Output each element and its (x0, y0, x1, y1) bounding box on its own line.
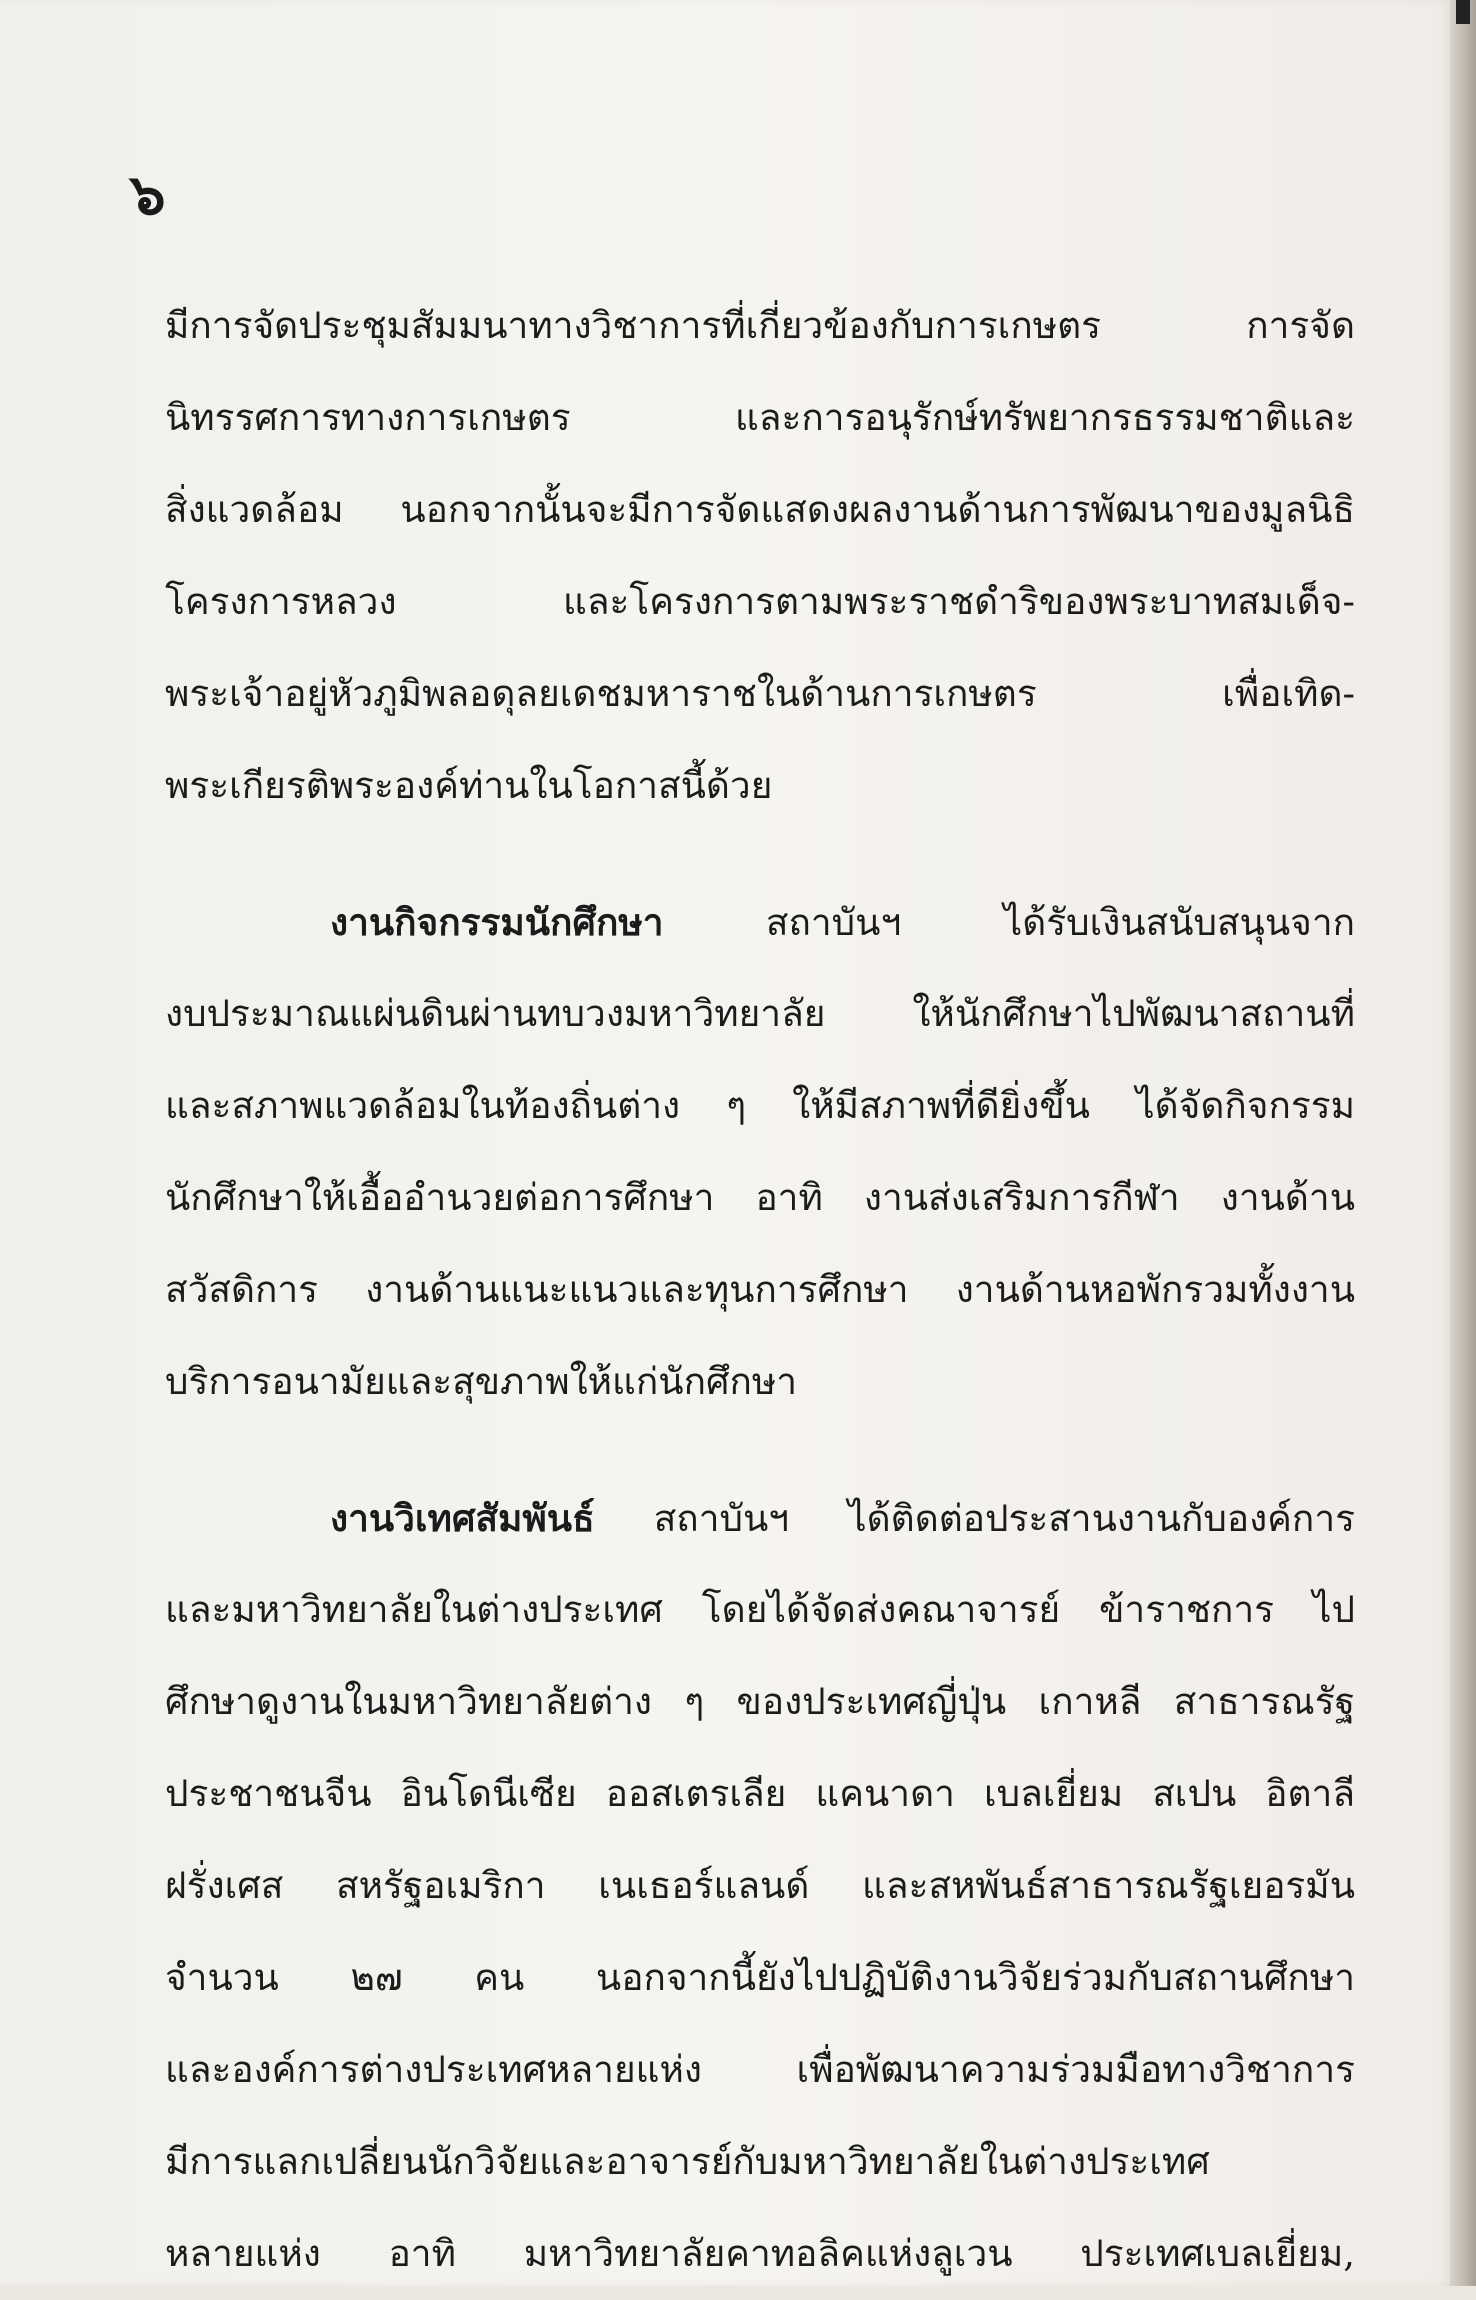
text-line: มีการแลกเปลี่ยนนักวิจัยและอาจารย์กับมหาวิทยาลัยในต่างประเทศ (165, 2140, 1210, 2183)
book-spine-edge (1450, 0, 1476, 2286)
text-line: และมหาวิทยาลัยในต่างประเทศ โดยได้จัดส่งคณาจารย์ ข้าราชการ ไป (165, 1588, 1355, 1631)
corner-mark (1456, 0, 1470, 24)
paragraph-first-line (165, 876, 1355, 968)
text-line: โครงการหลวง และโครงการตามพระราชดำริของพระบาทสมเด็จ- (165, 580, 1355, 623)
text-line: จำนวน ๒๗ คน นอกจากนี้ยังไปปฏิบัติงานวิจัยร่วมกับสถานศึกษา (165, 1956, 1355, 1999)
text-line: ประชาชนจีน อินโดนีเซีย ออสเตรเลีย แคนาดา เบลเยี่ยม สเปน อิตาลี (165, 1772, 1355, 1815)
paragraph-student-activities (165, 876, 1355, 1428)
text-line: บริการอนามัยและสุขภาพให้แก่นักศึกษา (165, 1360, 798, 1403)
text-line: พระเกียรติพระองค์ท่านในโอกาสนี้ด้วย (165, 764, 773, 807)
section-heading-student-activities: งานกิจกรรมนักศึกษา (330, 900, 664, 944)
text-line: ฝรั่งเศส สหรัฐอเมริกา เนเธอร์แลนด์ และสหพันธ์สาธารณรัฐเยอรมัน (165, 1864, 1355, 1907)
text-span: สถาบันฯ ได้ติดต่อประสานงานกับองค์การ (594, 1497, 1355, 1540)
section-heading-international-relations: งานวิเทศสัมพันธ์ (330, 1496, 595, 1540)
text-line: หลายแห่ง อาทิ มหาวิทยาลัยคาทอลิคแห่งลูเวน ประเทศเบลเยี่ยม, (165, 2232, 1355, 2275)
text-line: สิ่งแวดล้อม นอกจากนั้นจะมีการจัดแสดงผลงานด้านการพัฒนาของมูลนิธิ (165, 488, 1355, 531)
text-line: และสภาพแวดล้อมในท้องถิ่นต่าง ๆ ให้มีสภาพที่ดียิ่งขึ้น ได้จัดกิจกรรม (165, 1084, 1355, 1127)
text-line: ศึกษาดูงานในมหาวิทยาลัยต่าง ๆ ของประเทศญี่ปุ่น เกาหลี สาธารณรัฐ (165, 1680, 1355, 1723)
text-line: และองค์การต่างประเทศหลายแห่ง เพื่อพัฒนาความร่วมมือทางวิชาการ (165, 2048, 1355, 2091)
paragraph-first-line (165, 1472, 1355, 1564)
text-line: งบประมาณแผ่นดินผ่านทบวงมหาวิทยาลัย ให้นักศึกษาไปพัฒนาสถานที่ (165, 992, 1355, 1035)
paragraph-international-relations (165, 1472, 1355, 2300)
text-span: สถาบันฯ ได้รับเงินสนับสนุนจาก (663, 901, 1355, 944)
text-line: มีการจัดประชุมสัมมนาทางวิชาการที่เกี่ยวข้องกับการเกษตร การจัด (165, 304, 1355, 347)
paragraph-intro (165, 280, 1355, 832)
text-line: นิทรรศการทางการเกษตร และการอนุรักษ์ทรัพยากรธรรมชาติและ (165, 396, 1355, 439)
text-line: นักศึกษาให้เอื้ออำนวยต่อการศึกษา อาทิ งานส่งเสริมการกีฬา งานด้าน (165, 1176, 1355, 1219)
text-line: พระเจ้าอยู่หัวภูมิพลอดุลยเดชมหาราชในด้านการเกษตร เพื่อเทิด- (165, 672, 1355, 715)
page-number: ๖ (130, 162, 166, 228)
text-line: สวัสดิการ งานด้านแนะแนวและทุนการศึกษา งานด้านหอพักรวมทั้งงาน (165, 1268, 1355, 1311)
body-text (165, 280, 1355, 2300)
